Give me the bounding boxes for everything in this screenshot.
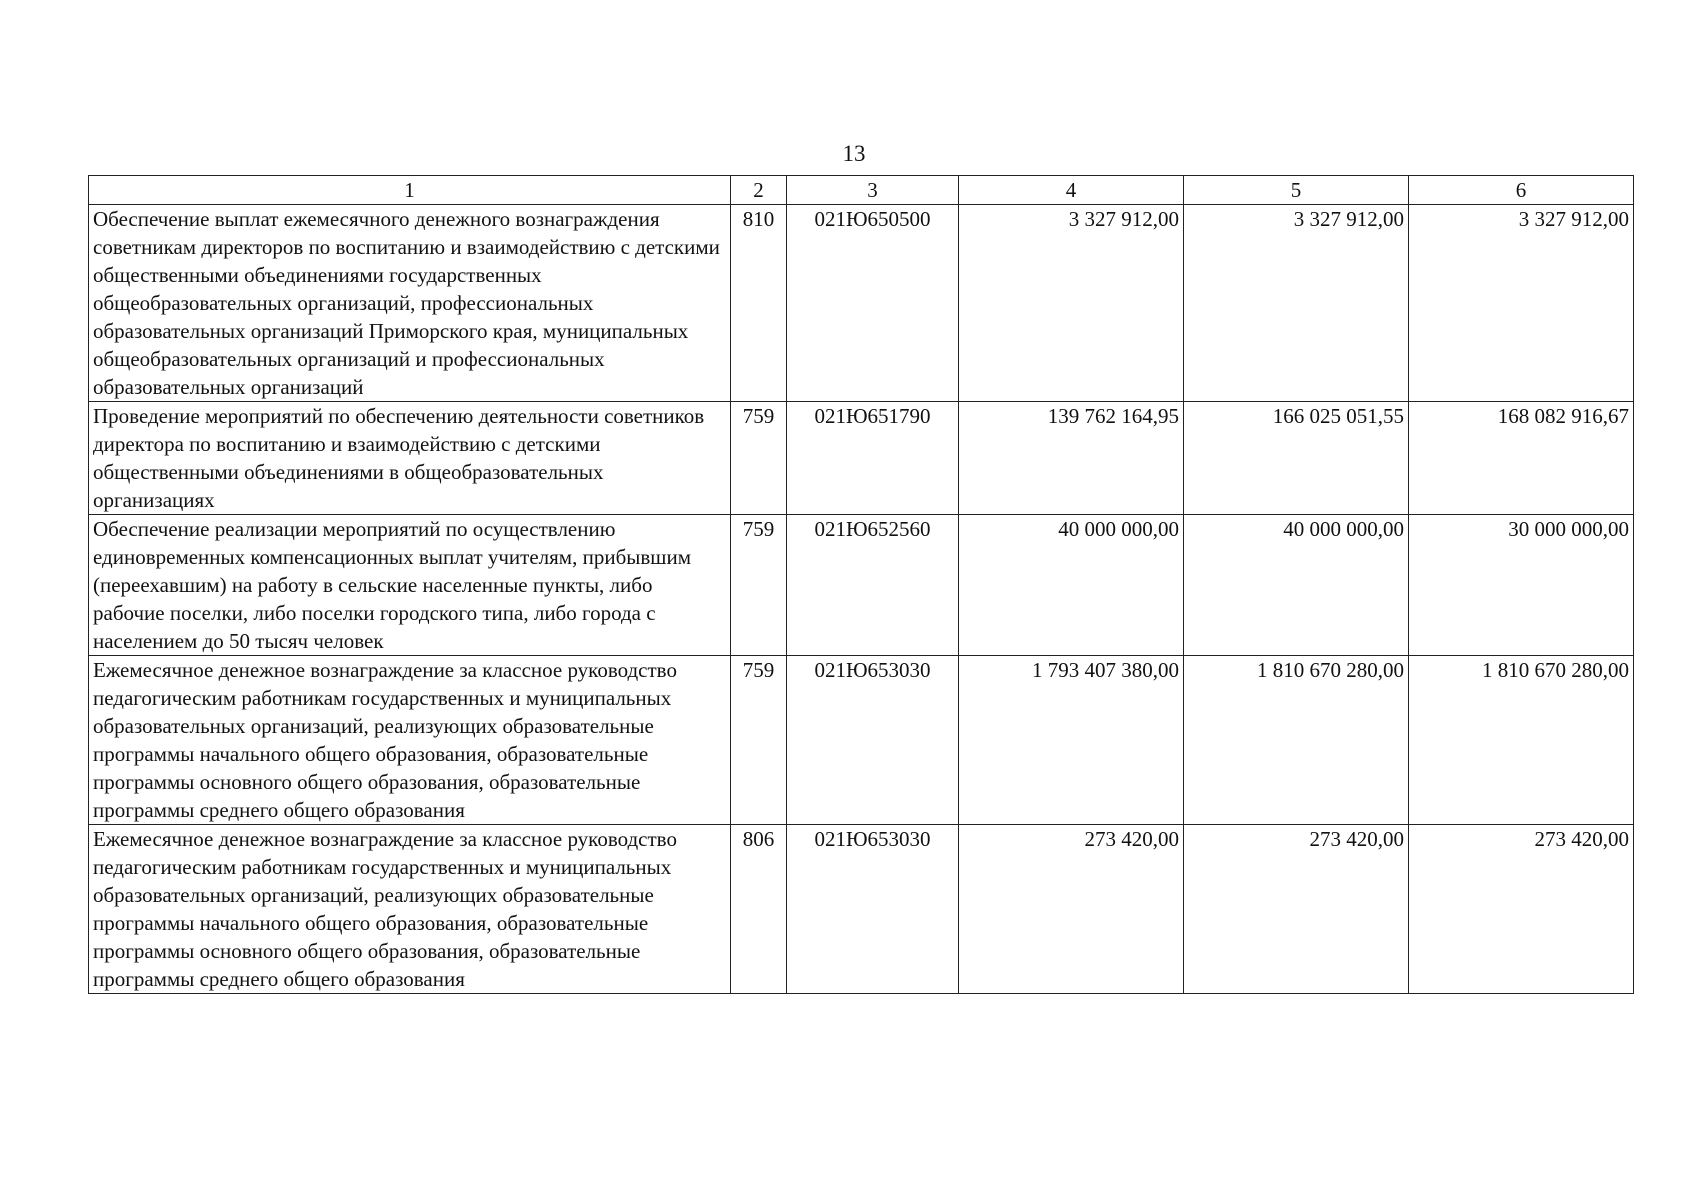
budget-table (88, 175, 1634, 994)
row-grbs-code: 806 (731, 825, 787, 994)
row-amount-col4 (959, 825, 1184, 994)
table-header-row (89, 176, 1634, 205)
row-description: Обеспечение реализации мероприятий по осуществлению единовременных компенсационных выплат учителям, прибывшим (переехавшим) на работу в сельские населенные пункты, либо рабочие поселки, либо поселки городского типа, либо города с населением до 50 тысяч человек (89, 515, 731, 656)
amount-value: 1 793 407 380,00 (1032, 658, 1179, 682)
row-amount-col6 (1409, 825, 1634, 994)
row-csr-code: 021Ю650500 (787, 205, 959, 402)
row-grbs-code: 810 (731, 205, 787, 402)
amount-value: 3 327 912,00 (1068, 207, 1179, 231)
row-description: Обеспечение выплат ежемесячного денежного вознаграждения советникам директоров по воспитанию и взаимодействию с детскими общественными объединениями государственных общеобразовательных организаций, профессиональных образовательных организаций Приморского края, муниципальных общеобразовательных организаций и профессиональных образовательных организаций (89, 205, 731, 402)
table-row (89, 656, 1634, 825)
row-amount-col6 (1409, 515, 1634, 656)
amount-value: 1 810 670 280,00 (1482, 658, 1629, 682)
row-csr-code: 021Ю653030 (787, 656, 959, 825)
amount-value: 139 762 164,95 (1047, 404, 1179, 428)
row-csr-code: 021Ю653030 (787, 825, 959, 994)
amount-value: 166 025 051,55 (1272, 404, 1404, 428)
row-csr-code: 021Ю651790 (787, 402, 959, 515)
amount-value: 40 000 000,00 (1283, 517, 1404, 541)
amount-value: 1 810 670 280,00 (1257, 658, 1404, 682)
row-amount-col4 (959, 205, 1184, 402)
row-amount-col4 (959, 656, 1184, 825)
table-row (89, 825, 1634, 994)
column-header-1: 1 (89, 176, 731, 205)
row-amount-col5 (1184, 402, 1409, 515)
column-header-6: 6 (1409, 176, 1634, 205)
column-header-3: 3 (787, 176, 959, 205)
amount-value: 3 327 912,00 (1293, 207, 1404, 231)
column-header-4: 4 (959, 176, 1184, 205)
column-header-2: 2 (731, 176, 787, 205)
row-amount-col5 (1184, 656, 1409, 825)
row-csr-code: 021Ю652560 (787, 515, 959, 656)
row-amount-col4 (959, 402, 1184, 515)
amount-value: 273 420,00 (1309, 827, 1404, 851)
row-grbs-code: 759 (731, 515, 787, 656)
row-amount-col5 (1184, 515, 1409, 656)
amount-value: 273 420,00 (1084, 827, 1179, 851)
row-amount-col6 (1409, 656, 1634, 825)
column-header-5: 5 (1184, 176, 1409, 205)
row-amount-col4 (959, 515, 1184, 656)
row-description: Проведение мероприятий по обеспечению деятельности советников директора по воспитанию и взаимодействию с детскими общественными объединениями в общеобразовательных организациях (89, 402, 731, 515)
table-row (89, 402, 1634, 515)
amount-value: 3 327 912,00 (1518, 207, 1629, 231)
amount-value: 40 000 000,00 (1058, 517, 1179, 541)
table-row (89, 205, 1634, 402)
amount-value: 168 082 916,67 (1497, 404, 1629, 428)
amount-value: 30 000 000,00 (1508, 517, 1629, 541)
page-number: 13 (842, 141, 866, 166)
row-grbs-code: 759 (731, 656, 787, 825)
row-amount-col5 (1184, 825, 1409, 994)
row-amount-col6 (1409, 402, 1634, 515)
row-amount-col5 (1184, 205, 1409, 402)
row-amount-col6 (1409, 205, 1634, 402)
row-description: Ежемесячное денежное вознаграждение за классное руководство педагогическим работникам государственных и муниципальных образовательных организаций, реализующих образовательные программы начального общего образования, образовательные программы основного общего образования, образовательные программы среднего общего образования (89, 825, 731, 994)
row-grbs-code: 759 (731, 402, 787, 515)
table-row (89, 515, 1634, 656)
amount-value: 273 420,00 (1534, 827, 1629, 851)
row-description: Ежемесячное денежное вознаграждение за классное руководство педагогическим работникам государственных и муниципальных образовательных организаций, реализующих образовательные программы начального общего образования, образовательные программы основного общего образования, образовательные программы среднего общего образования (89, 656, 731, 825)
